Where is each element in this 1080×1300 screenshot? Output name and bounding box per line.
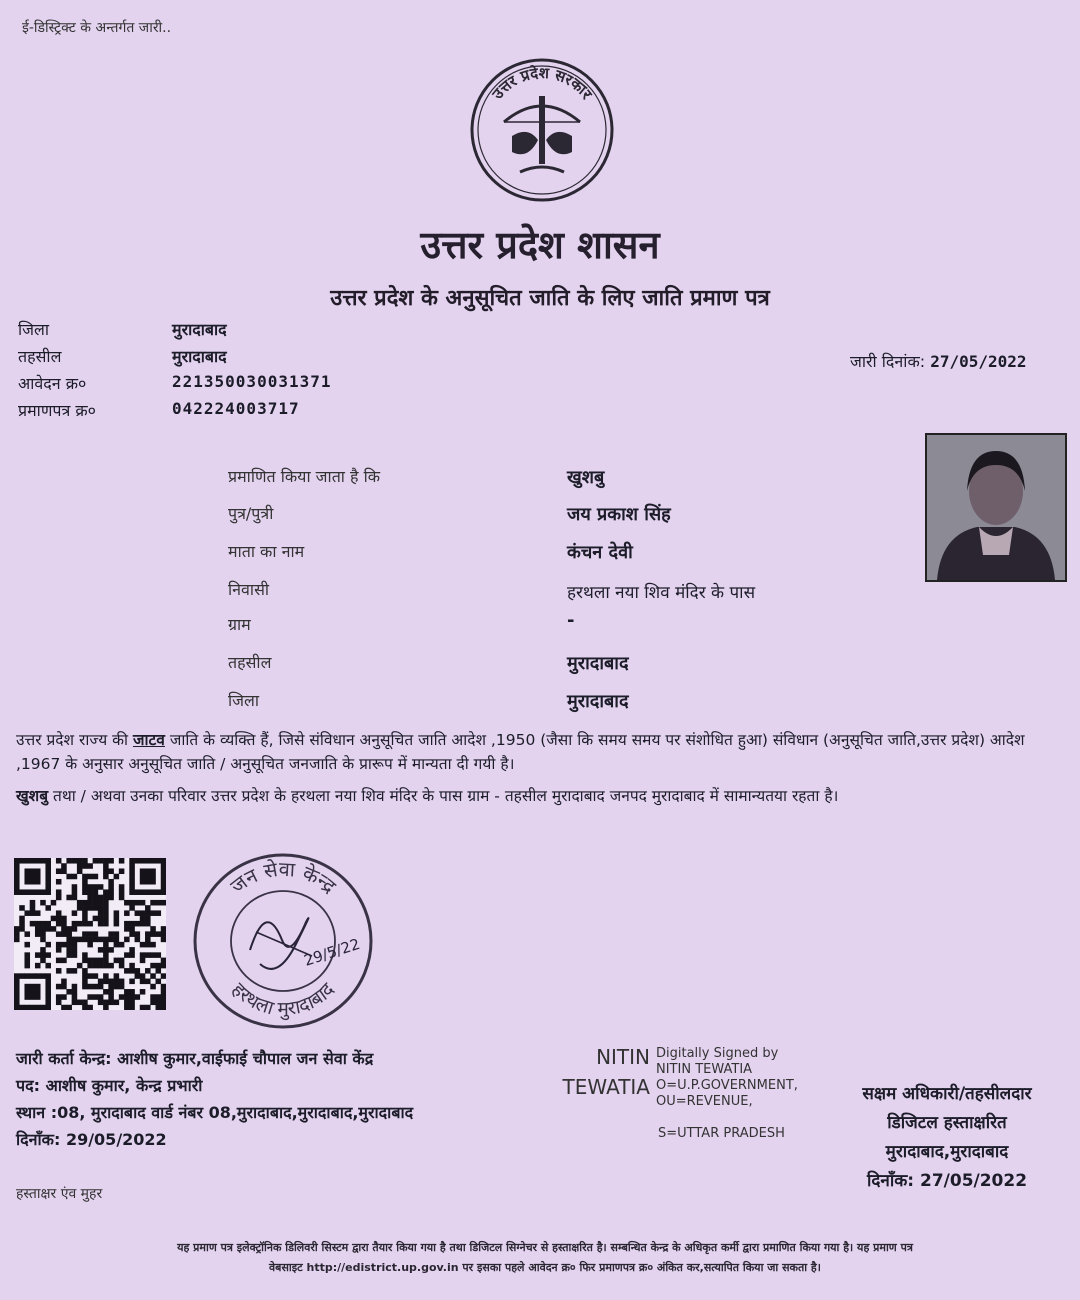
jan-seva-kendra-stamp-icon: [188, 848, 378, 1034]
page-title: उत्तर प्रदेश शासन: [420, 222, 660, 267]
detail-label-son-daughter: पुत्र/पुत्री: [228, 504, 274, 523]
stamp-date: 29/5/22: [301, 934, 363, 970]
digital-sign-line-3: O=U.P.GOVERNMENT,: [656, 1078, 798, 1093]
footer-note: [20, 1238, 1070, 1278]
certificate-subtitle: उत्तर प्रदेश के अनुसूचित जाति के लिए जाति प्रमाण पत्र: [330, 286, 770, 311]
detail-label-district: जिला: [228, 691, 260, 710]
issuer-center-line: [16, 1045, 413, 1072]
detail-label-village: ग्राम: [228, 615, 251, 634]
digital-sign-state: S=UTTAR PRADESH: [658, 1126, 785, 1141]
detail-value-village: -: [567, 610, 575, 631]
detail-label-certified: प्रमाणित किया जाता है कि: [228, 467, 381, 486]
authority-title: सक्षम अधिकारी/तहसीलदार: [862, 1084, 1032, 1104]
emblem-text: उत्तर प्रदेश सरकार: [488, 63, 596, 103]
applicant-photo-icon: [925, 433, 1067, 582]
up-government-emblem-icon: [468, 56, 616, 204]
meta-label-district: जिला: [18, 320, 50, 339]
issuer-block: [16, 1045, 413, 1153]
issuer-post-value: आशीष कुमार, केन्द्र प्रभारी: [45, 1076, 203, 1095]
residence-text: तथा / अथवा उनका परिवार उत्तर प्रदेश के हरथला नया शिव मंदिर के पास ग्राम - तहसील मुरादाबाद जनपद मुरादाबाद में सामान्यतया रहता है।: [48, 787, 839, 805]
detail-value-name: खुशबु: [567, 467, 605, 488]
digital-signature-details: [656, 1046, 798, 1110]
caste-statement-post: जाति के व्यक्ति हैं, जिसे संविधान अनुसूचित जाति आदेश ,1950 (जैसा कि समय समय पर संशोधित हुआ) संविधान (अनुसूचित जाति,उत्तर प्रदेश) आदेश ,1967 के अनुसार अनुसूचित जाति / अनुसूचित जनजाति के प्रारूप में मान्यता दी गयी है।: [16, 731, 1025, 773]
footer-line-1: यह प्रमाण पत्र इलेक्ट्रॉनिक डिलिवरी सिस्टम द्वारा तैयार किया गया है तथा डिजिटल सिग्नेचर से हस्ताक्षरित है। सम्बन्धित केन्द्र के अधिकृत कर्मी द्वारा प्रमाणित किया गया है। यह प्रमाण पत्र: [177, 1241, 913, 1254]
issuer-center-value: आशीष कुमार,वाईफाई चौपाल जन सेवा केंद्र: [117, 1049, 374, 1068]
detail-label-mother: माता का नाम: [228, 542, 305, 561]
digital-signer-last: TEWATIA: [562, 1075, 650, 1099]
signature-seal-label: हस्ताक्षर एंव मुहर: [16, 1186, 103, 1202]
detail-value-father: जय प्रकाश सिंह: [567, 504, 671, 525]
caste-statement-pre: उत्तर प्रदेश राज्य की: [16, 731, 133, 749]
issue-date-label: जारी दिनांक:: [850, 352, 926, 371]
footer-line-2: वेबसाइट http://edistrict.up.gov.in पर इसका पहले आवेदन क्र० फिर प्रमाणपत्र क्र० अंकित कर,सत्यापित किया जा सकता है।: [269, 1261, 821, 1274]
detail-label-resident: निवासी: [228, 580, 270, 599]
meta-label-tehsil: तहसील: [18, 347, 62, 366]
meta-value-application-no: 221350030031371: [172, 372, 332, 391]
issuer-date-label: दिनाँक:: [16, 1130, 61, 1149]
digital-sign-line-4: OU=REVENUE,: [656, 1094, 753, 1109]
issuer-post-label: पद:: [16, 1076, 40, 1095]
meta-label-application-no: आवेदन क्र०: [18, 374, 87, 393]
issuer-center-label: जारी कर्ता केन्द्र:: [16, 1049, 112, 1068]
detail-value-resident: हरथला नया शिव मंदिर के पास: [567, 583, 756, 603]
residence-name: खुशबु: [16, 787, 49, 805]
stamp-bottom-text: हरथला मुरादाबाद: [227, 978, 339, 1020]
qr-code-icon: [14, 858, 166, 1010]
authority-date-line: [832, 1167, 1062, 1196]
detail-value-district: मुरादाबाद: [567, 691, 629, 712]
detail-value-tehsil: मुरादाबाद: [567, 653, 629, 674]
svg-text:हरथला मुरादाबाद: [227, 978, 339, 1021]
digital-signer-name: [548, 1042, 650, 1102]
detail-label-tehsil: तहसील: [228, 653, 272, 672]
meta-value-tehsil: मुरादाबाद: [172, 347, 227, 366]
issue-date-value: 27/05/2022: [930, 352, 1027, 371]
authority-block: [832, 1080, 1062, 1196]
caste-statement: [16, 728, 1061, 776]
authority-date-value: 27/05/2022: [920, 1171, 1028, 1191]
issuer-post-line: [16, 1072, 413, 1099]
authority-place: मुरादाबाद,मुरादाबाद: [885, 1142, 1009, 1162]
issuer-place-label: स्थान :: [16, 1103, 58, 1122]
header-note: ई-डिस्ट्रिक्ट के अन्तर्गत जारी..: [22, 20, 172, 36]
residence-statement: [16, 784, 1061, 808]
issuer-date-line: [16, 1126, 413, 1153]
authority-date-label: दिनाँक:: [866, 1171, 915, 1191]
digital-signer-first: NITIN: [596, 1045, 650, 1069]
digital-sign-line-1: Digitally Signed by: [656, 1046, 779, 1061]
issuer-date-value: 29/05/2022: [65, 1130, 167, 1149]
caste-name: जाटव: [132, 731, 165, 749]
stamp-top-text: जन सेवा केन्द्र: [225, 856, 341, 899]
authority-digital: डिजिटल हस्ताक्षरित: [887, 1113, 1007, 1133]
meta-label-certificate-no: प्रमाणपत्र क्र०: [18, 401, 96, 420]
meta-value-district: मुरादाबाद: [172, 320, 227, 339]
detail-value-mother: कंचन देवी: [567, 542, 633, 563]
meta-value-certificate-no: 042224003717: [172, 399, 300, 418]
issuer-place-value: 08, मुरादाबाद वार्ड नंबर 08,मुरादाबाद,मुरादाबाद,मुरादाबाद: [57, 1103, 414, 1122]
issue-date: [850, 350, 1027, 372]
digital-sign-line-2: NITIN TEWATIA: [656, 1062, 753, 1077]
issuer-place-line: [16, 1099, 413, 1126]
